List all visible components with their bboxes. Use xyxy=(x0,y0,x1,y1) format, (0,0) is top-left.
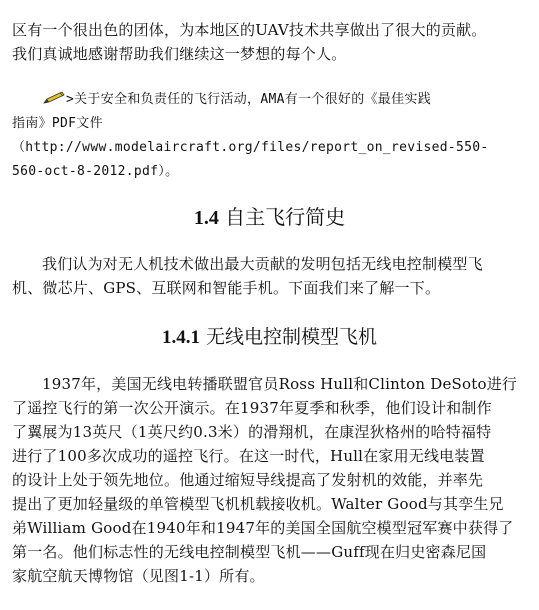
subsection-line: 1937年，美国无线电转播联盟官员Ross Hull和Clinton DeSoto进行 xyxy=(42,375,518,393)
section-paragraph xyxy=(12,252,527,300)
subsection-number: 1.4.1 xyxy=(161,327,200,348)
intro-paragraph xyxy=(12,18,527,66)
subsection-line: 了遥控飞行的第一次公开演示。在1937年夏季和秋季，他们设计和制作 xyxy=(12,399,492,417)
note-block xyxy=(12,88,527,184)
note-line: >关于安全和负责任的飞行活动，AMA有一个很好的《最佳实践 xyxy=(66,92,432,107)
intro-line: 区有一个很出色的团体，为本地区的UAV技术共享做出了很大的贡献。 xyxy=(12,21,487,39)
note-url: 560-oct-8-2012.pdf）。 xyxy=(12,164,179,179)
section-number: 1.4 xyxy=(193,207,219,229)
subsection-heading xyxy=(0,322,539,349)
subsection-line: 提出了更加轻量级的单管模型飞机机载接收机。Walter Good与其孪生兄 xyxy=(12,495,504,513)
pencil-icon xyxy=(42,91,66,105)
section-line: 机、微芯片、GPS、互联网和智能手机。下面我们来了解一下。 xyxy=(12,279,441,297)
subsection-line: 了翼展为13英尺（1英尺约0.3米）的滑翔机，在康涅狄格州的哈特福特 xyxy=(12,423,492,441)
subsection-line: 第一名。他们标志性的无线电控制模型飞机——Guff现在归史密森尼国 xyxy=(12,543,487,561)
note-line: 指南》PDF文件 xyxy=(12,116,103,131)
section-title: 自主飞行简史 xyxy=(225,205,346,229)
note-url: （http://www.modelaircraft.org/files/report_on_revised-550- xyxy=(12,140,489,155)
section-heading xyxy=(0,201,539,230)
subsection-line: 进行了100多次成功的遥控飞行。在这一时代，Hull在家用无线电装置 xyxy=(12,447,485,465)
subsection-paragraph xyxy=(12,372,527,588)
subsection-line: 弟William Good在1940年和1947年的美国全国航空模型冠军赛中获得了 xyxy=(12,519,514,537)
subsection-line: 家航空航天博物馆（见图1-1）所有。 xyxy=(12,567,265,585)
subsection-title: 无线电控制模型飞机 xyxy=(206,326,378,348)
subsection-line: 的设计上处于领先地位。他通过缩短导线提高了发射机的效能，并率先 xyxy=(12,471,484,489)
intro-line: 我们真诚地感谢帮助我们继续这一梦想的每个人。 xyxy=(12,45,347,63)
section-line: 我们认为对无人机技术做出最大贡献的发明包括无线电控制模型飞 xyxy=(42,255,483,273)
